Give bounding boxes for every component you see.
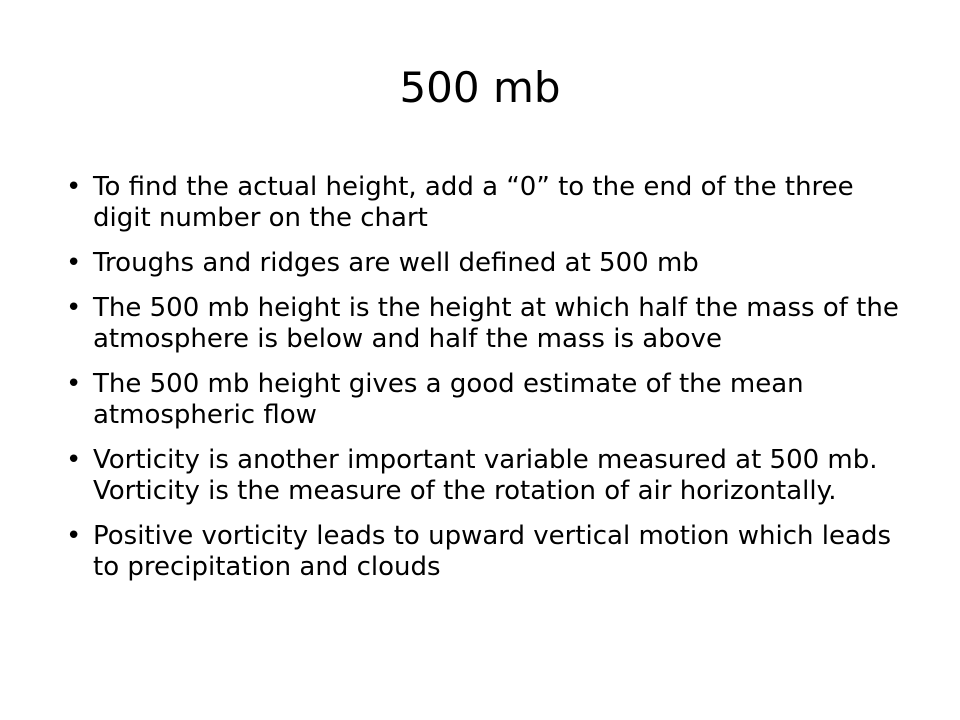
bullet-icon: • (66, 248, 82, 278)
bullet-item (66, 293, 916, 355)
bullet-text: The 500 mb height gives a good estimate of the mean atmospheric flow (93, 369, 804, 430)
bullet-text: Positive vorticity leads to upward vertical motion which leads to precipitation and clouds (93, 521, 891, 582)
bullet-icon: • (66, 369, 82, 399)
bullet-icon: • (66, 293, 82, 323)
bullet-text: Vorticity is another important variable measured at 500 mb. Vorticity is the measure of the rotation of air horizontally. (93, 445, 878, 506)
bullet-item (66, 445, 916, 507)
bullet-list (66, 172, 916, 597)
bullet-text: Troughs and ridges are well defined at 500 mb (93, 248, 699, 278)
bullet-item (66, 172, 916, 234)
bullet-text: To find the actual height, add a “0” to the end of the three digit number on the chart (93, 172, 854, 233)
slide-title: 500 mb (399, 63, 561, 112)
bullet-item (66, 521, 916, 583)
bullet-icon: • (66, 521, 82, 551)
bullet-item (66, 248, 916, 279)
bullet-icon: • (66, 445, 82, 475)
bullet-text: The 500 mb height is the height at which half the mass of the atmosphere is below and half the mass is above (93, 293, 899, 354)
bullet-icon: • (66, 172, 82, 202)
bullet-item (66, 369, 916, 431)
